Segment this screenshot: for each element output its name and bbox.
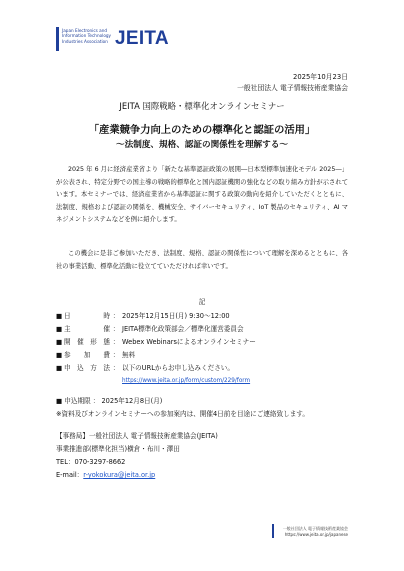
contact-email-link[interactable]: r-yokokura@jeita.or.jp [83,471,156,479]
issuer: 一般社団法人 電子情報技術産業協会 [237,84,348,92]
logo-wordmark: JEITA [115,28,169,49]
document-date: 2025年10月23日 [293,73,348,81]
logo-line-3: Industries Association [62,38,108,44]
detail-label: 参加費 [64,351,110,359]
detail-label: 主 催 [64,325,110,333]
logo-association-name [62,28,111,44]
invitation-paragraph: この機会に是非ご参加いただき、法制度、規格、認証の関係性について理解を深めるとともに、各社の事業活動、標準化活動に役立てていただければ幸いです。 [56,250,348,270]
detail-value: 無料 [122,351,136,359]
detail-label: 日 時 [64,312,110,320]
page-subtitle: ～法制度、規格、認証の関係性を理解する～ [116,140,288,150]
bullet: ■ [56,338,63,346]
intro-paragraph: 2025 年 6 月に経済産業省より「新たな基準認証政策の展開―日本型標準加速化モデル 2025―」が公表され、特定分野での国主導の戦略的標準化と国内認証機関の強化などの取り組み方針が示されています。本セミナーでは、経済産業省から基準認証に関する政策の動向を紹介していただくとともに、法制度、規格および認証の関係を、機械安全、サイバーセキュリティ、IoT 製品のセキュリティ、AI マネジメントシステムなどを例に紹介します。 [56,166,348,224]
email-label: E-mail： [56,471,84,479]
detail-row-apply: ■ 申込方法 ： 以下のURLからお申し込みください。 [56,364,234,372]
detail-value: 2025年12月15日(月) 9:30～12:00 [122,312,230,320]
bullet: ■ [56,351,63,359]
contact-dept: 事業推進部(標準化担当)横倉・布川・澤田 [56,445,180,453]
detail-row-fee: ■ 参加費 ： 無料 [56,351,136,359]
jeita-logo [56,27,174,51]
deadline: ■ 申込期限 ： 2025年12月8日(月) [56,397,163,405]
bullet: ■ [56,364,63,372]
detail-row-datetime: ■ 日 時 ： 2025年12月15日(月) 9:30～12:00 [56,312,230,320]
logo-bar [56,27,59,51]
detail-value: JEITA標準化政策部会／標準化運営委員会 [122,325,244,333]
detail-label: 申込方法 [64,364,110,372]
bullet: ■ [56,312,63,320]
apply-link[interactable]: https://www.jeita.or.jp/form/custom/229/form [122,378,251,384]
detail-row-format: ■ 開催形態 ： Webex Webinarsによるオンラインセミナー [56,338,256,346]
detail-value: 以下のURLからお申し込みください。 [122,364,234,372]
detail-value: Webex Webinarsによるオンラインセミナー [122,338,256,346]
detail-label: 開催形態 [64,338,110,346]
logo-line-2: Information Technology [62,33,112,39]
seminar-label: JEITA 国際戦略・標準化オンラインセミナー [119,101,285,111]
logo-line-1: Japan Electronics and [62,28,108,33]
note: ※資料及びオンラインセミナーへの参加案内は、開催4日前を目途にご連絡致します。 [56,410,309,418]
ki-heading: 記 [198,298,206,306]
footer-mark [272,524,348,538]
detail-row-organizer: ■ 主 催 ： JEITA標準化政策部会／標準化運営委員会 [56,325,244,333]
bullet: ■ [56,325,63,333]
footer-url: https://www.jeita.or.jp/japanese [284,532,348,537]
footer-bar [272,524,274,538]
contact-tel: TEL：070-3297-8662 [56,458,126,466]
contact-office: 【事務局】一般社団法人 電子情報技術産業協会(JEITA) [56,432,218,440]
page-title: 「産業競争力向上のための標準化と認証の活用」 [88,124,316,136]
contact-email-row [56,470,155,480]
footer-org: 一般社団法人 電子情報技術産業協会 [282,526,348,531]
